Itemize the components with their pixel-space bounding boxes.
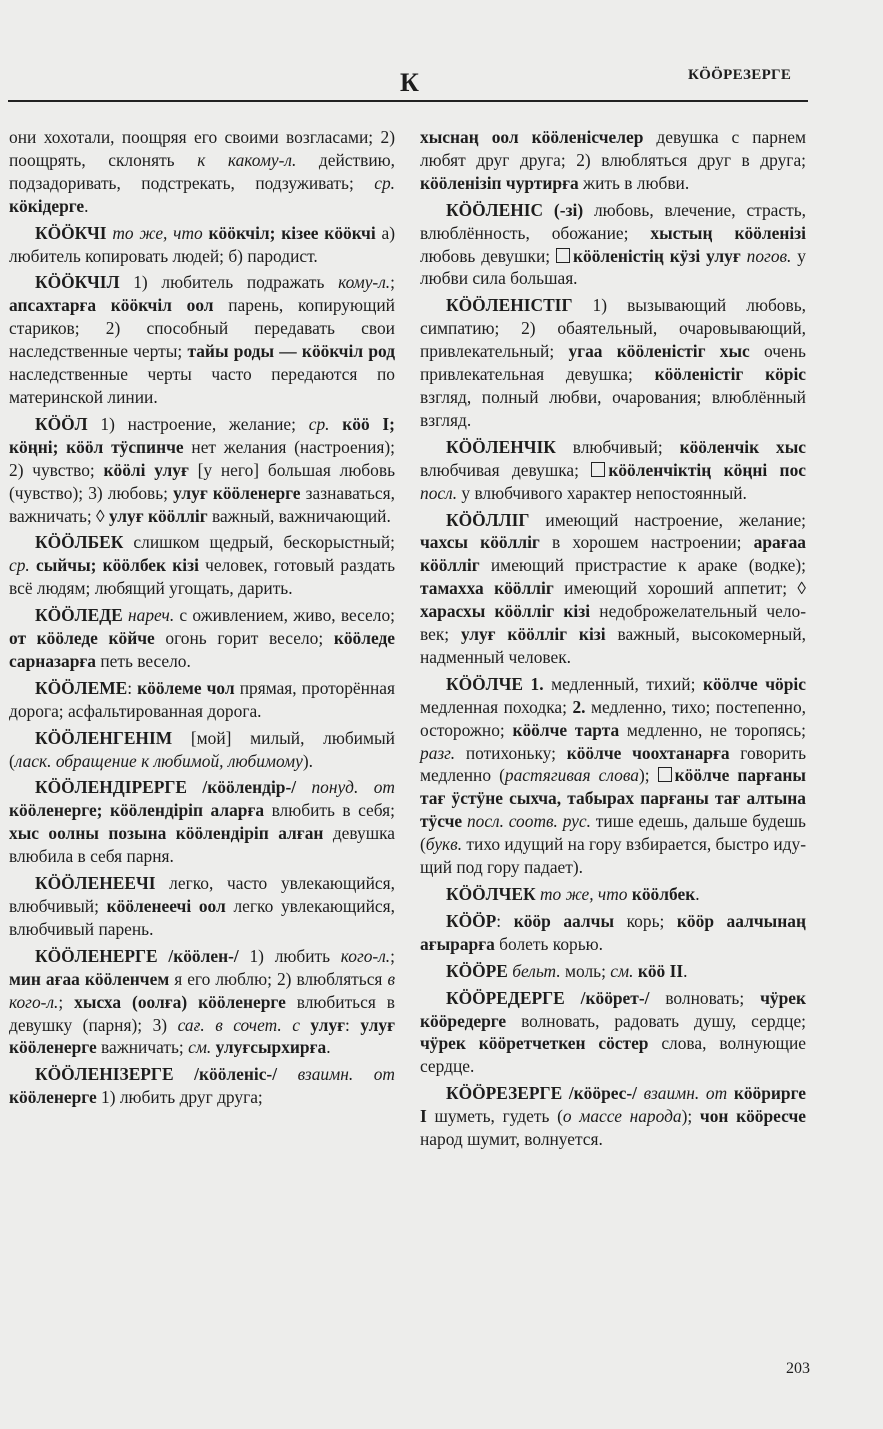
dictionary-entry xyxy=(9,531,395,600)
bold-phrase: чон кӧӧресче xyxy=(699,1106,806,1127)
bold-phrase: чӱрек кӧӧретчеткен сӧстер xyxy=(420,1033,649,1054)
bold-phrase: сыйчы; кӧӧлбек кізі xyxy=(35,555,199,576)
italic-label: посл. соотв. рус. xyxy=(466,811,591,832)
entry-text: прямая, проторённая дорога; асфальтированная дорога. xyxy=(9,677,395,721)
entry-text xyxy=(543,200,554,220)
bold-phrase: улуғ кӧӧленерге xyxy=(173,482,301,503)
headword: КӦӦЛЧЕ xyxy=(446,673,523,694)
bold-phrase: (-зі) xyxy=(553,199,584,220)
entry-text: жить в любви. xyxy=(578,172,690,193)
dictionary-entry xyxy=(9,1063,395,1109)
headword: КӦӦРЕ xyxy=(446,960,508,981)
bold-phrase: /кӧӧрес-/ xyxy=(568,1083,638,1104)
bold-phrase: кӧӧр аалчынаң ағырарға xyxy=(420,910,806,954)
italic-label: посл. xyxy=(420,482,458,503)
entry-text: волновать; xyxy=(649,987,761,1008)
bold-phrase: кӧӧленеечі оол xyxy=(106,896,226,916)
entry-text: медленно, не торопясь; xyxy=(619,719,806,740)
entry-text: корь; xyxy=(614,910,677,931)
bold-phrase: чахсы кӧӧлліг xyxy=(420,532,540,553)
headword: КӦӦКЧІЛ xyxy=(35,272,120,293)
entry-text: любовь девушки; xyxy=(420,245,556,266)
entry-text: слишком щедрый, бескорыстный; xyxy=(123,532,395,553)
bold-phrase: улуғ кӧӧленерге xyxy=(9,1014,396,1058)
left-column xyxy=(9,126,395,1113)
entry-text xyxy=(300,1015,311,1035)
entry-text: говорить медленно ( xyxy=(420,742,806,786)
dictionary-entry xyxy=(420,960,806,983)
headword: КӦӦЛЕНДІРЕРГЕ xyxy=(35,777,187,798)
dictionary-entry xyxy=(9,271,395,408)
entry-text: . xyxy=(695,884,700,904)
bold-phrase: кӧӧледе сарназарға xyxy=(9,628,395,671)
entry-text xyxy=(277,1064,298,1084)
bold-phrase: кӧӧрирге I xyxy=(420,1083,806,1127)
italic-label: то же, что xyxy=(112,222,203,243)
dictionary-entry xyxy=(9,945,395,1060)
entry-text: взгляд, полный любви, очарования; влюблённый взгляд. xyxy=(420,386,806,430)
entry-text: тише едешь, дальше будешь ( xyxy=(420,811,806,855)
headword: КӦӦЛЕНЕРГЕ xyxy=(35,945,158,966)
entry-text: . xyxy=(326,1037,331,1058)
bold-phrase: кӧӧлче чоохтанарға xyxy=(566,742,730,763)
bold-phrase: чӱрек кӧӧредерге xyxy=(420,987,806,1031)
entry-text: девушка с парнем любят друг друга; 2) влюбляться друг в друга; xyxy=(420,127,806,170)
entry-text: слова, волнующие сердце. xyxy=(420,1033,806,1077)
entry-text: : xyxy=(496,910,514,931)
headword: КӦӦЛ xyxy=(35,413,88,434)
entry-text: ); xyxy=(638,765,658,786)
bold-phrase: /кӧӧленіс-/ xyxy=(194,1064,278,1085)
entry-text: важный, высокомерный, надменный человек. xyxy=(420,624,806,667)
entry-text: наследственные черты часто передаются по материнской линии. xyxy=(9,364,395,407)
italic-label: погов. xyxy=(746,245,792,266)
entry-text: огонь горит весело; xyxy=(154,628,334,649)
dictionary-entry xyxy=(9,413,395,528)
italic-label: ласк. обращение к любимой, любимому xyxy=(14,750,303,771)
italic-label: ср. xyxy=(308,413,330,434)
bold-phrase: кӧӧленізіп чуртирға xyxy=(420,172,579,193)
entry-text: медленный, тихий; xyxy=(543,673,703,694)
bold-phrase: кӧӧленістің кӱзі улуғ xyxy=(572,245,741,266)
bold-phrase: кӧӧр аалчы xyxy=(513,910,615,931)
bold-phrase: кӧӧленчік хыс xyxy=(679,436,807,457)
entry-text: действию, подзадоривать, подстрекать, подзуживать; xyxy=(9,149,395,193)
bold-phrase: кӧӧ II xyxy=(637,960,684,981)
dictionary-entry xyxy=(420,509,806,669)
entry-text: нет желания (настроения); 2) чувство; xyxy=(9,436,395,480)
entry-text xyxy=(187,777,202,797)
entry-text: ; xyxy=(390,272,395,293)
entry-text: легко, часто увлекающийся, влюбчивый; xyxy=(9,873,395,916)
bold-phrase: хыснаң оол кӧӧленісчелер xyxy=(420,127,644,147)
entry-text: 1) любить друг друга; xyxy=(96,1087,263,1108)
entry-text: я его люблю; 2) влюбляться xyxy=(169,968,388,989)
entry-text: важный, важничающий. xyxy=(207,505,391,526)
headword: КӦӦЛЕНЕЕЧІ xyxy=(35,873,156,894)
dictionary-entry xyxy=(9,222,395,268)
bold-phrase: кӧӧлі улуғ xyxy=(103,459,189,480)
entry-text: ); xyxy=(681,1106,700,1127)
bold-phrase: 1. xyxy=(530,673,544,694)
bold-phrase: кӧӧлче тарта xyxy=(512,719,620,740)
bold-phrase: кӧӧленерге; кӧӧлендіріп аларға xyxy=(9,800,265,821)
headword: КӦӦРЕДЕРГЕ xyxy=(446,987,565,1008)
right-column xyxy=(420,126,806,1155)
italic-label: разг. xyxy=(420,742,456,763)
entry-text: в хорошем настроении; xyxy=(539,532,754,553)
bold-phrase: 2. xyxy=(572,696,586,717)
entry-text xyxy=(727,1083,734,1103)
italic-label: то же, что xyxy=(539,884,628,904)
entry-text: народ шумит, волнуется. xyxy=(420,1129,603,1150)
entry-text: волновать, радовать душу, сердце; xyxy=(506,1010,806,1031)
dictionary-entry xyxy=(9,776,395,868)
entry-text: : xyxy=(345,1014,361,1035)
dictionary-entry xyxy=(420,910,806,956)
entry-text: медленная походка; xyxy=(420,696,573,717)
bold-phrase: хыстың кӧӧленізі xyxy=(650,222,806,243)
bold-phrase: арағаа кӧӧлліг xyxy=(420,532,807,576)
entry-text: ). xyxy=(302,750,313,771)
entry-text: влюбить в себя; xyxy=(264,800,395,821)
page-number: 203 xyxy=(786,1360,810,1377)
entry-text xyxy=(565,988,581,1008)
italic-label: взаимн. от xyxy=(297,1064,395,1085)
entry-text: 1) вызывающий любовь, симпатию; 2) обаятельный, очаровывающий, привлекательный; xyxy=(420,295,806,362)
entry-text: шуметь, гудеть ( xyxy=(426,1106,563,1127)
bold-phrase: кӧӧлче чӧріс xyxy=(703,673,806,694)
headword: КӦӦЛЕМЕ xyxy=(35,677,128,698)
bold-phrase: тамахха кӧӧлліг xyxy=(420,578,554,599)
bold-phrase: кӧӧленерге xyxy=(9,1087,97,1108)
entry-text: у любви сила большая. xyxy=(420,245,806,289)
headword: КӦӦЛБЕК xyxy=(35,532,124,553)
entry-continuation xyxy=(9,126,395,218)
bold-phrase: кӧкідерге xyxy=(9,195,85,216)
entry-text: потихоньку; xyxy=(455,742,567,763)
entry-text: болеть корью. xyxy=(494,933,603,954)
entry-text: человек, готовый раздать всё людям; любящий угощать, дарить. xyxy=(9,555,396,599)
entry-text xyxy=(296,777,311,797)
entry-text: легко увлекающийся, влюбчивый парень. xyxy=(9,896,395,939)
entry-text: ; xyxy=(390,945,395,966)
italic-label: растягивая слова xyxy=(504,765,639,786)
bold-phrase: кӧӧлеме чол xyxy=(137,677,235,698)
italic-label: о массе народа xyxy=(562,1106,682,1127)
dictionary-entry xyxy=(9,872,395,941)
bold-phrase: /кӧӧлендір-/ xyxy=(202,777,297,798)
italic-label: сағ. в сочет. с xyxy=(177,1014,300,1035)
dictionary-entry xyxy=(420,294,806,431)
entry-text: недоброжелательный человек; xyxy=(420,601,806,645)
entry-text: [мой] милый, любимый ( xyxy=(9,727,395,771)
italic-label: ср. xyxy=(374,172,395,193)
headword: КӦӦЛЛІГ xyxy=(446,509,530,530)
italic-label: к какому-л. xyxy=(197,149,297,170)
entry-continuation xyxy=(420,126,806,195)
headword: КӦӦЛЕНЧІК xyxy=(446,436,556,457)
italic-label: кому-л. xyxy=(338,272,391,293)
bold-phrase: /кӧӧрет-/ xyxy=(580,987,650,1008)
dictionary-entry xyxy=(9,677,395,723)
entry-text: парень, копирующий стариков; 2) способный передавать свои наследственные черты; xyxy=(9,295,395,362)
entry-text: 1) любитель подражать xyxy=(119,272,339,293)
bold-phrase: улуғ кӧӧлліг кізі xyxy=(460,624,606,645)
bold-phrase: кӧӧленістіг кӧріс xyxy=(654,364,807,385)
italic-label: бельт. xyxy=(512,960,561,981)
dictionary-entry xyxy=(420,987,806,1079)
italic-label: в кого-л. xyxy=(9,968,396,1012)
entry-text: девушка влюбила в себя парня. xyxy=(9,823,396,867)
italic-label: см. xyxy=(610,960,634,981)
entry-text xyxy=(523,674,531,694)
entry-text: очень привлекательная девушка; xyxy=(420,341,806,385)
guide-word: КӦӦРЕЗЕРГЕ xyxy=(688,67,792,83)
bold-phrase: апсахтарға кӧӧкчіл оол xyxy=(9,295,214,316)
bold-phrase: тайы роды — кӧӧкчіл род xyxy=(187,341,395,362)
bold-phrase: кӧӧ I; кӧңнi; кӧӧл тӱспинче xyxy=(9,413,395,457)
entry-text: . xyxy=(84,195,89,216)
bold-phrase: хысха (оолға) кӧӧленерге xyxy=(74,991,286,1012)
entry-text: влюбиться в девушку (парня); 3) xyxy=(9,991,395,1035)
bold-phrase: хыс оолны позына кӧӧлендіріп алған xyxy=(9,823,324,844)
entry-text: тихо идущий на гору взбирается, быстро идущий под гору падает). xyxy=(420,834,806,878)
entry-text: петь весело. xyxy=(95,650,191,671)
entry-text: : xyxy=(127,677,138,698)
proverb-box-icon xyxy=(556,248,570,263)
entry-text: с оживлением, живо, весело; xyxy=(174,605,395,626)
dictionary-entry xyxy=(420,436,806,505)
entry-text: важничать; xyxy=(96,1037,189,1058)
headword: КӦӦЛЧЕК xyxy=(446,884,536,904)
headword: КӦӦРЕЗЕРГЕ xyxy=(446,1083,563,1104)
bold-phrase: кӧӧленчіктің кӧңнi пос xyxy=(608,459,806,480)
italic-label: нареч. xyxy=(128,605,175,626)
entry-text xyxy=(174,1064,195,1084)
entry-text: ; xyxy=(58,991,75,1012)
proverb-box-icon xyxy=(591,462,605,477)
headword: КӦӦЛЕДЕ xyxy=(35,605,123,626)
headword: КӦӦКЧІ xyxy=(35,222,107,243)
dictionary-entry xyxy=(420,199,806,291)
bold-phrase: кӧӧкчіл; кізее кӧӧкчі xyxy=(208,222,376,243)
italic-label: ср. xyxy=(9,555,30,576)
entry-text: зазнаваться, важничать; ◊ xyxy=(9,482,395,526)
entry-text: [у него] большая любовь (чувство); 3) любовь; xyxy=(9,459,395,503)
entry-text: . xyxy=(683,960,688,981)
entry-text xyxy=(158,946,169,966)
entry-text xyxy=(330,414,343,434)
bold-phrase: мин ағаа кӧӧленчем xyxy=(9,968,170,989)
entry-text: 1) настроение, желание; xyxy=(87,413,309,434)
bold-phrase: улуғ xyxy=(310,1014,346,1035)
entry-text: моль; xyxy=(560,960,611,981)
entry-text: любовь, влечение, страсть, влюблённость, обожание; xyxy=(420,199,806,243)
bold-phrase: от кӧӧледе кӧйче xyxy=(9,628,155,649)
dictionary-entry xyxy=(420,1082,806,1151)
italic-label: взаимн. от xyxy=(643,1083,728,1104)
headword: КӦӦЛЕНІС xyxy=(446,199,544,220)
dictionary-entry xyxy=(9,604,395,673)
bold-phrase: /кӧӧлен-/ xyxy=(168,945,239,966)
entry-text: а) любитель копировать людей; б) пародист. xyxy=(9,222,395,266)
headword: КӦӦЛЕНГЕНІМ xyxy=(35,727,173,748)
italic-label: понуд. от xyxy=(311,777,395,798)
section-letter: К xyxy=(400,68,419,97)
entry-text: они хохотали, поощряя его своими возгласами; 2) поощрять, склонять xyxy=(9,127,395,170)
entry-text xyxy=(637,1083,644,1103)
entry-text: у влюбчивого характер непостоянный. xyxy=(457,482,747,503)
header-rule xyxy=(8,100,808,102)
proverb-box-icon xyxy=(658,767,672,782)
entry-text: влюбчивый; xyxy=(555,436,680,457)
entry-text: медленно, тихо; постепенно, осторожно; xyxy=(420,696,807,740)
entry-text: имеющий хороший аппетит; ◊ xyxy=(553,578,807,599)
entry-text: влюбчивая девушка; xyxy=(420,459,592,480)
bold-phrase: улуғ кӧӧлліг xyxy=(109,505,208,526)
headword: КӦӦР xyxy=(446,910,497,931)
bold-phrase: улуғсырхирға xyxy=(215,1037,327,1058)
dictionary-entry xyxy=(9,727,395,773)
bold-phrase: угаа кӧӧленістіг хыс xyxy=(568,341,750,362)
headword: КӦӦЛЕНІЗЕРГЕ xyxy=(35,1064,174,1085)
entry-text: 1) любить xyxy=(238,945,341,966)
entry-text xyxy=(562,1083,569,1103)
dictionary-entry xyxy=(420,883,806,906)
entry-text: имеющий настроение, желание; xyxy=(529,509,806,530)
dictionary-entry xyxy=(420,673,806,879)
headword: КӦӦЛЕНІСТІГ xyxy=(446,295,573,316)
bold-phrase: кӧӧлче парғаны тағ ӱстӱне сыхча, табырах парғаны тағ алтына тӱсче xyxy=(420,765,806,832)
italic-label: букв. xyxy=(425,834,463,855)
italic-label: см. xyxy=(188,1037,212,1058)
entry-text: имеющий пристрастие к араке (водке); xyxy=(479,555,806,576)
bold-phrase: кӧӧлбек xyxy=(631,884,696,904)
bold-phrase: харасхы кӧӧлліг кізі xyxy=(420,601,591,622)
italic-label: кого-л. xyxy=(340,945,391,966)
